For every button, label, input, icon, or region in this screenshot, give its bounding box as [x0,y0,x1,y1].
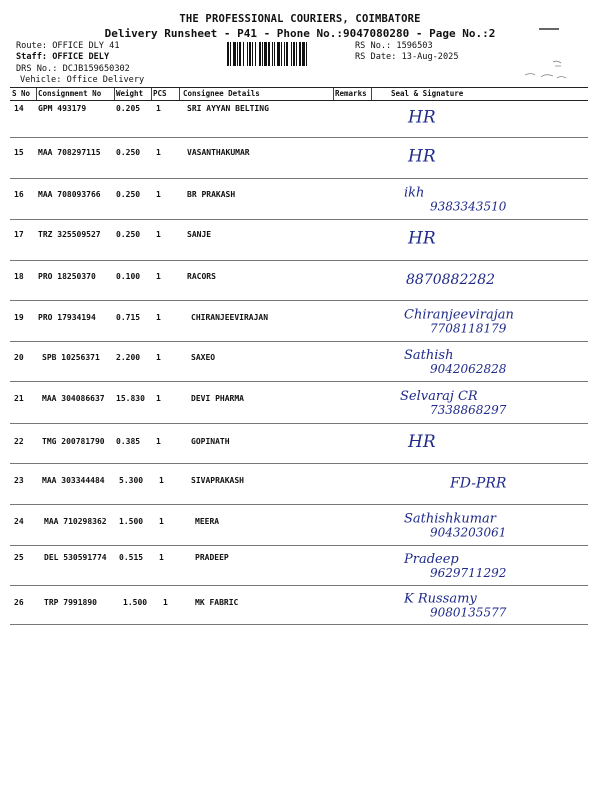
col-header-consignment: Consignment No [38,89,102,98]
row-sno: 18 [14,272,24,281]
row-sno: 24 [14,517,24,526]
row-weight: 15.830 [116,394,145,403]
drs-label: DRS No.: [16,64,58,74]
row-signature [400,138,585,181]
col-divider [179,88,180,100]
barcode-image [226,42,350,66]
svg-text:Chiranjeevirajan7708118179: Chiranjeevirajan 7708118179 [404,307,514,336]
row-signature [400,261,585,303]
row-sno: 16 [14,190,24,199]
row-consignment-no: MAA 303344484 [42,476,105,485]
row-signature [400,586,585,627]
row-pcs: 1 [156,272,161,281]
svg-text:HR: HR [408,228,436,249]
row-weight: 0.205 [116,104,141,113]
row-consignee: RACORS [187,272,216,281]
col-divider [371,88,372,100]
vehicle-label: Vehicle: [20,75,62,85]
row-pcs: 1 [156,437,161,446]
vehicle-value: Office Delivery [66,75,145,85]
row-sno: 17 [14,230,24,239]
row-weight: 0.515 [119,553,144,562]
col-divider [333,88,334,100]
row-consignment-no: TMG 200781790 [42,437,105,446]
row-sno: 23 [14,476,24,485]
route-value: OFFICE DLY 41 [52,41,120,51]
row-consignee: CHIRANJEEVIRAJAN [191,313,269,322]
route-line [16,41,120,52]
row-consignee: SIVAPRAKASH [191,476,244,485]
svg-text:HR: HR [408,146,436,167]
row-signature [400,505,585,548]
svg-text:K Russamy9080135577: K Russamy 9080135577 [404,591,507,620]
svg-text:ikh9383343510: ikh9383343510 [404,185,507,214]
row-pcs: 1 [156,104,161,113]
top-right-mark [538,16,560,20]
row-pcs: 1 [156,190,161,199]
rs-date-line [355,52,459,63]
row-pcs: 1 [159,517,164,526]
row-pcs: 1 [156,313,161,322]
route-label: Route: [16,41,48,51]
svg-text:FD-PRR: FD-PRR [450,475,507,492]
row-sno: 19 [14,313,24,322]
svg-text:HR: HR [408,431,436,452]
drs-value: DCJB159650302 [62,64,130,74]
col-header-seal: Seal & Signature [391,89,464,98]
row-consignee: GOPINATH [191,437,230,446]
rs-date-value: 13-Aug-2025 [401,52,459,62]
row-consignment-no: MAA 304086637 [42,394,105,403]
row-consignment-no: PRO 17934194 [38,313,96,322]
col-divider [151,88,152,100]
row-consignee: DEVI PHARMA [191,394,244,403]
header-bottom-rule [10,100,588,101]
row-consignment-no: TRP 7991890 [44,598,97,607]
row-consignment-no: MAA 708093766 [38,190,101,199]
svg-text:Selvaraj CR7338868297: Selvaraj CR 7338868297 [400,389,507,417]
col-divider [36,88,37,100]
row-consignee: BR PRAKASH [187,190,236,199]
row-consignee: SAXEO [191,353,216,362]
row-pcs: 1 [156,148,161,157]
col-header-pcs: PCS [153,89,167,98]
rs-date-label: RS Date: [355,52,397,62]
row-signature [400,464,585,507]
row-consignee: MK FABRIC [195,598,239,607]
row-sno: 25 [14,553,24,562]
col-divider [114,88,115,100]
row-consignment-no: SPB 10256371 [42,353,100,362]
svg-text:Sathish9042062828: Sathish 9042062828 [404,348,507,377]
row-consignment-no: DEL 530591774 [44,553,107,562]
row-signature [400,342,585,384]
row-weight: 1.500 [119,517,144,526]
svg-text:Sathishkumar9043203061: Sathishkumar 9043203061 [404,511,507,540]
row-consignment-no: TRZ 325509527 [38,230,101,239]
row-weight: 1.500 [123,598,148,607]
row-signature [400,179,585,222]
row-pcs: 1 [156,230,161,239]
row-pcs: 1 [159,476,164,485]
row-consignment-no: MAA 710298362 [44,517,107,526]
row-weight: 0.250 [116,230,141,239]
margin-scribble [523,58,573,84]
svg-text:HR: HR [408,107,436,128]
row-weight: 0.715 [116,313,141,322]
staff-label: Staff: [16,52,48,62]
col-header-weight: Weight [116,89,144,98]
runsheet-subtitle: Delivery Runsheet - P41 - Phone No.:9047080280 - Page No.:2 [104,27,496,40]
row-sno: 15 [14,148,24,157]
row-signature [400,301,585,344]
row-weight: 0.385 [116,437,141,446]
col-header-consignee: Consignee Details [183,89,260,98]
svg-text:Pradeep9629711292: Pradeep 9629711292 [404,552,507,581]
row-consignment-no: MAA 708297115 [38,148,101,157]
row-signature [400,546,585,588]
row-consignment-no: PRO 18250370 [38,272,96,281]
company-title: THE PROFESSIONAL COURIERS, COIMBATORE [179,13,421,25]
row-pcs: 1 [163,598,168,607]
row-pcs: 1 [156,394,161,403]
row-weight: 0.250 [116,148,141,157]
row-weight: 2.200 [116,353,141,362]
staff-value: OFFICE DELY [52,52,110,62]
row-signature [400,102,585,140]
row-weight: 0.250 [116,190,141,199]
vehicle-line [20,75,144,86]
row-consignee: VASANTHAKUMAR [187,148,250,157]
row-sno: 14 [14,104,24,113]
rs-no-line [355,41,433,52]
rs-no-value: 1596503 [396,41,433,51]
row-weight: 0.100 [116,272,141,281]
row-signature [400,424,585,466]
row-sno: 22 [14,437,24,446]
col-header-remarks: Remarks [335,89,367,98]
row-consignee: SANJE [187,230,212,239]
row-signature [400,220,585,263]
row-weight: 5.300 [119,476,144,485]
rs-no-label: RS No.: [355,41,392,51]
svg-text:8870882282: 8870882282 [406,271,496,288]
row-pcs: 1 [156,353,161,362]
staff-line [16,52,109,63]
row-consignee: MEERA [195,517,220,526]
drs-line [16,64,130,75]
col-header-sno: S No [12,89,31,98]
row-pcs: 1 [159,553,164,562]
row-sno: 21 [14,394,24,403]
row-sno: 26 [14,598,24,607]
row-consignee: SRI AYYAN BELTING [187,104,269,113]
row-sno: 20 [14,353,24,362]
row-consignee: PRADEEP [195,553,229,562]
row-signature [400,382,585,426]
header-top-rule [10,87,588,88]
row-consignment-no: GPM 493179 [38,104,87,113]
